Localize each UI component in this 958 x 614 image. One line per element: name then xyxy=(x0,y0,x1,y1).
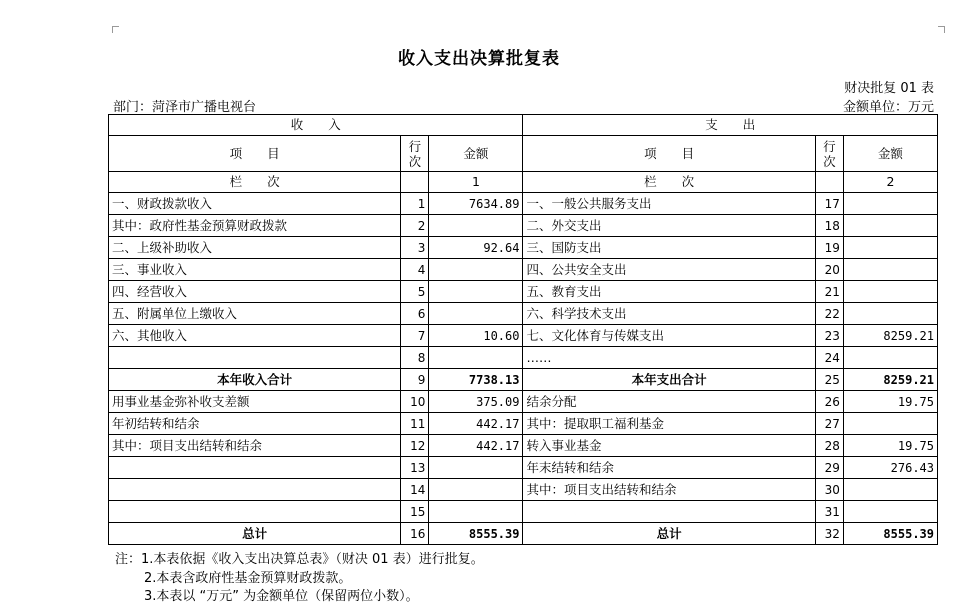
expense-item: 结余分配 xyxy=(523,391,815,413)
table-row xyxy=(109,479,938,501)
table-row xyxy=(109,369,938,391)
income-header: 收 入 xyxy=(109,115,523,136)
expense-item: 七、文化体育与传媒支出 xyxy=(523,325,815,347)
income-row-number: 9 xyxy=(401,369,429,391)
expense-item xyxy=(523,501,815,523)
expense-item: 本年支出合计 xyxy=(523,369,815,391)
income-item-header: 项 目 xyxy=(109,136,401,172)
note-1: 注：1.本表依据《收入支出决算总表》（财决 01 表）进行批复。 xyxy=(115,552,484,567)
table-row xyxy=(109,215,938,237)
expense-amount-header: 金额 xyxy=(843,136,937,172)
expense-item: 四、公共安全支出 xyxy=(523,259,815,281)
income-amount xyxy=(429,215,523,237)
income-amount xyxy=(429,303,523,325)
expense-row-no-header: 行次 xyxy=(815,136,843,172)
income-amount xyxy=(429,281,523,303)
income-item xyxy=(109,501,401,523)
expense-amount: 19.75 xyxy=(843,435,937,457)
expense-amount xyxy=(843,347,937,369)
income-item: 总计 xyxy=(109,523,401,545)
expense-row-number: 24 xyxy=(815,347,843,369)
expense-row-number: 30 xyxy=(815,479,843,501)
income-column-blank xyxy=(401,172,429,193)
income-expense-table xyxy=(108,114,938,545)
income-amount: 375.09 xyxy=(429,391,523,413)
income-column-label: 栏 次 xyxy=(109,172,401,193)
income-amount: 442.17 xyxy=(429,413,523,435)
expense-item: 年末结转和结余 xyxy=(523,457,815,479)
table-row xyxy=(109,325,938,347)
expense-amount xyxy=(843,281,937,303)
expense-item: 其中：项目支出结转和结余 xyxy=(523,479,815,501)
expense-item: 三、国防支出 xyxy=(523,237,815,259)
table-row xyxy=(109,281,938,303)
income-item: 用事业基金弥补收支差额 xyxy=(109,391,401,413)
expense-amount xyxy=(843,215,937,237)
income-amount xyxy=(429,501,523,523)
income-row-number: 12 xyxy=(401,435,429,457)
income-row-number: 16 xyxy=(401,523,429,545)
income-item: 三、事业收入 xyxy=(109,259,401,281)
income-amount xyxy=(429,479,523,501)
income-item xyxy=(109,347,401,369)
income-item: 一、财政拨款收入 xyxy=(109,193,401,215)
expense-header: 支 出 xyxy=(523,115,938,136)
expense-amount xyxy=(843,303,937,325)
table-row xyxy=(109,347,938,369)
income-row-number: 3 xyxy=(401,237,429,259)
expense-item: 其中：提取职工福利基金 xyxy=(523,413,815,435)
expense-amount xyxy=(843,479,937,501)
expense-row-number: 25 xyxy=(815,369,843,391)
department-label: 部门：菏泽市广播电视台 xyxy=(113,100,257,115)
expense-row-number: 28 xyxy=(815,435,843,457)
income-amount xyxy=(429,259,523,281)
income-row-number: 13 xyxy=(401,457,429,479)
income-item xyxy=(109,479,401,501)
table-row xyxy=(109,237,938,259)
expense-row-number: 19 xyxy=(815,237,843,259)
income-row-number: 11 xyxy=(401,413,429,435)
expense-row-number: 26 xyxy=(815,391,843,413)
income-amount: 442.17 xyxy=(429,435,523,457)
income-amount: 7634.89 xyxy=(429,193,523,215)
income-row-number: 2 xyxy=(401,215,429,237)
table-row xyxy=(109,193,938,215)
page-title: 收入支出决算批复表 xyxy=(398,49,560,69)
expense-amount xyxy=(843,501,937,523)
expense-item: 转入事业基金 xyxy=(523,435,815,457)
income-amount-header: 金额 xyxy=(429,136,523,172)
expense-amount: 276.43 xyxy=(843,457,937,479)
expense-amount xyxy=(843,237,937,259)
income-row-number: 15 xyxy=(401,501,429,523)
expense-item: 五、教育支出 xyxy=(523,281,815,303)
expense-row-number: 32 xyxy=(815,523,843,545)
income-amount: 92.64 xyxy=(429,237,523,259)
table-row xyxy=(109,501,938,523)
expense-item: 六、科学技术支出 xyxy=(523,303,815,325)
note-3: 3.本表以 “万元” 为金额单位（保留两位小数）。 xyxy=(144,589,419,604)
expense-amount xyxy=(843,193,937,215)
expense-row-number: 22 xyxy=(815,303,843,325)
income-row-number: 10 xyxy=(401,391,429,413)
table-row xyxy=(109,259,938,281)
expense-row-number: 21 xyxy=(815,281,843,303)
income-row-number: 5 xyxy=(401,281,429,303)
expense-column-label: 栏 次 xyxy=(523,172,815,193)
table-row xyxy=(109,435,938,457)
income-item: 其中：政府性基金预算财政拨款 xyxy=(109,215,401,237)
expense-item: 总计 xyxy=(523,523,815,545)
note-2: 2.本表含政府性基金预算财政拨款。 xyxy=(144,571,352,586)
income-amount xyxy=(429,457,523,479)
expense-row-number: 31 xyxy=(815,501,843,523)
expense-amount xyxy=(843,259,937,281)
expense-column-number: 2 xyxy=(843,172,937,193)
income-row-no-header: 行次 xyxy=(401,136,429,172)
form-number: 财决批复 01 表 xyxy=(844,81,934,96)
unit-label: 金额单位：万元 xyxy=(842,100,934,115)
table-row xyxy=(109,523,938,545)
income-item: 二、上级补助收入 xyxy=(109,237,401,259)
income-amount xyxy=(429,347,523,369)
table-row xyxy=(109,391,938,413)
expense-row-number: 23 xyxy=(815,325,843,347)
expense-amount: 8555.39 xyxy=(843,523,937,545)
expense-amount: 8259.21 xyxy=(843,369,937,391)
expense-row-number: 18 xyxy=(815,215,843,237)
table-row xyxy=(109,413,938,435)
expense-amount: 8259.21 xyxy=(843,325,937,347)
expense-amount: 19.75 xyxy=(843,391,937,413)
expense-amount xyxy=(843,413,937,435)
expense-item: 二、外交支出 xyxy=(523,215,815,237)
page-corner-mark xyxy=(938,26,945,33)
expense-row-number: 29 xyxy=(815,457,843,479)
income-row-number: 1 xyxy=(401,193,429,215)
income-row-number: 7 xyxy=(401,325,429,347)
income-item: 五、附属单位上缴收入 xyxy=(109,303,401,325)
income-row-number: 6 xyxy=(401,303,429,325)
income-item: 年初结转和结余 xyxy=(109,413,401,435)
income-row-number: 8 xyxy=(401,347,429,369)
income-row-number: 4 xyxy=(401,259,429,281)
expense-item: …… xyxy=(523,347,815,369)
income-item: 六、其他收入 xyxy=(109,325,401,347)
income-item: 本年收入合计 xyxy=(109,369,401,391)
table-row xyxy=(109,457,938,479)
income-item xyxy=(109,457,401,479)
page-corner-mark xyxy=(112,26,119,33)
income-row-number: 14 xyxy=(401,479,429,501)
income-amount: 7738.13 xyxy=(429,369,523,391)
expense-item-header: 项 目 xyxy=(523,136,815,172)
income-amount: 8555.39 xyxy=(429,523,523,545)
expense-row-number: 17 xyxy=(815,193,843,215)
income-column-number: 1 xyxy=(429,172,523,193)
income-amount: 10.60 xyxy=(429,325,523,347)
expense-column-blank xyxy=(815,172,843,193)
expense-item: 一、一般公共服务支出 xyxy=(523,193,815,215)
table-row xyxy=(109,303,938,325)
income-item: 其中：项目支出结转和结余 xyxy=(109,435,401,457)
income-item: 四、经营收入 xyxy=(109,281,401,303)
expense-row-number: 20 xyxy=(815,259,843,281)
expense-row-number: 27 xyxy=(815,413,843,435)
